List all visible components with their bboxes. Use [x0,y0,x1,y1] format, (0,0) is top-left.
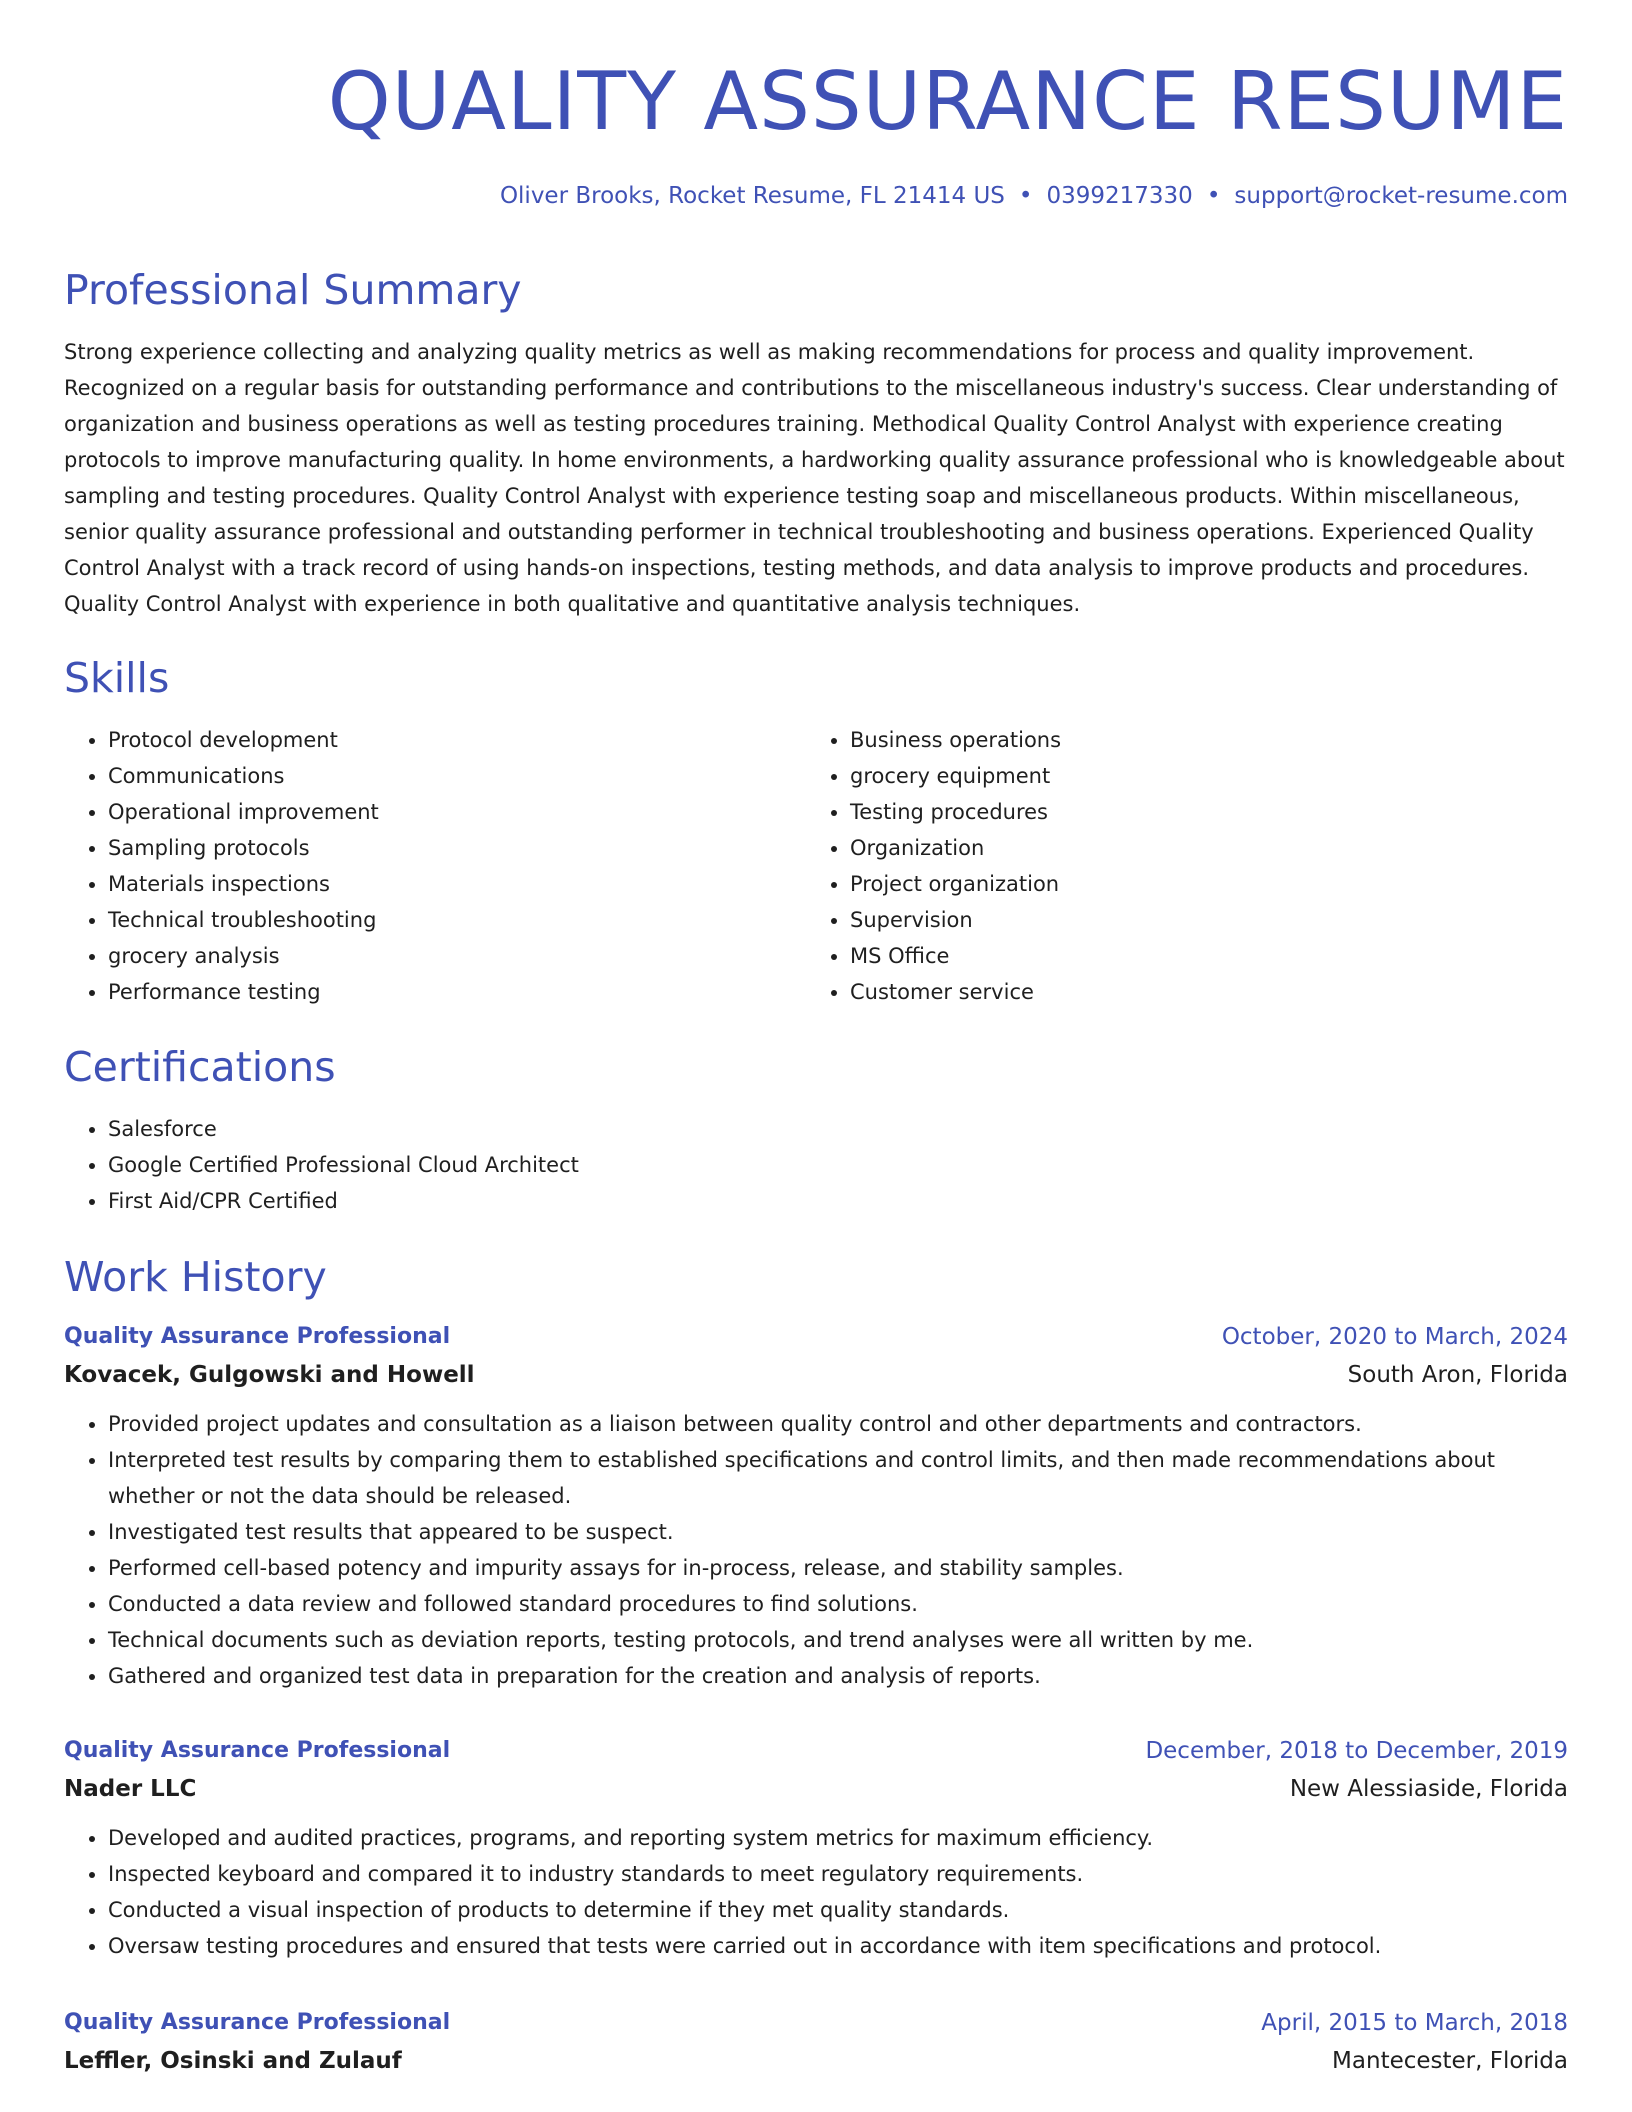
list-item: • Technical documents such as deviation reports, testing protocols, and trend analyses were all written by me. [108,1622,1568,1658]
job-dates: April, 2015 to March, 2018 [1261,2010,1568,2036]
job-company: Kovacek, Gulgowski and Howell [64,1362,475,1388]
list-item: • Project organization [850,866,1506,902]
job-entry [64,1318,1568,1694]
contact-line [500,180,1568,212]
job-location: South Aron, Florida [1347,1362,1568,1388]
list-item: • Interpreted test results by comparing them to established specifications and control limits, and then made recommendations about whether or not the data should be released. [108,1442,1568,1514]
job-title: Quality Assurance Professional [64,1738,451,1763]
list-item: • Inspected keyboard and compared it to industry standards to meet regulatory requirements. [108,1856,1568,1892]
work-history-heading: Work History [64,1253,327,1301]
list-item: • Google Certified Professional Cloud Architect [108,1147,1064,1183]
list-item: • Operational improvement [108,794,764,830]
list-item: • Technical troubleshooting [108,902,764,938]
list-item: • Salesforce [108,1111,1064,1147]
list-item: • Provided project updates and consultation as a liaison between quality control and other departments and contractors. [108,1406,1568,1442]
list-item: • First Aid/CPR Certified [108,1183,1064,1219]
job-company-row [64,1356,1568,1394]
job-title: Quality Assurance Professional [64,2010,451,2035]
job-bullets [64,1406,1568,1694]
contact-email[interactable]: support@rocket-resume.com [1234,183,1568,209]
job-title: Quality Assurance Professional [64,1324,451,1349]
summary-heading: Professional Summary [64,266,522,314]
job-bullets [64,1820,1568,1964]
list-item: • Supervision [850,902,1506,938]
list-item: • Developed and audited practices, programs, and reporting system metrics for maximum efficiency. [108,1820,1568,1856]
job-entry [64,1732,1568,1964]
list-item: • Performed cell-based potency and impurity assays for in-process, release, and stability samples. [108,1550,1568,1586]
list-item: • Sampling protocols [108,830,764,866]
job-company: Leffler, Osinski and Zulauf [64,2048,402,2074]
contact-phone[interactable]: 0399217330 [1046,183,1193,209]
skills-list-left [64,722,764,1010]
job-title-row [64,1732,1568,1770]
job-location: New Alessiaside, Florida [1289,1776,1568,1802]
list-item: • Conducted a data review and followed standard procedures to find solutions. [108,1586,1568,1622]
skills-column-right [806,722,1506,1010]
job-company-row [64,1770,1568,1808]
list-item: • grocery analysis [108,938,764,974]
resume-title: QUALITY ASSURANCE RESUME [327,55,1568,148]
list-item: • Conducted a visual inspection of products to determine if they met quality standards. [108,1892,1568,1928]
skills-column-left [64,722,764,1010]
list-item: • grocery equipment [850,758,1506,794]
summary-text: Strong experience collecting and analyzing quality metrics as well as making recommendations for process and quality improvement. Recognized on a regular basis for outstanding performance and contributions to the miscellaneous industry's success. Clear understanding of organization and business operations as well as testing procedures training. Methodical Quality Control Analyst with experience creating protocols to improve manufacturing quality. In home environments, a hardworking quality assurance professional who is knowledgeable about sampling and testing procedures. Quality Control Analyst with experience testing soap and miscellaneous products. Within miscellaneous, senior quality assurance professional and outstanding performer in technical troubleshooting and business operations. Experienced Quality Control Analyst with a track record of using hands-on inspections, testing methods, and data analysis to improve products and procedures. Quality Control Analyst with experience in both qualitative and quantitative analysis techniques. [64,340,1565,616]
list-item: • Organization [850,830,1506,866]
job-title-row [64,1318,1568,1356]
list-item: • Investigated test results that appeared to be suspect. [108,1514,1568,1550]
list-item: • Materials inspections [108,866,764,902]
job-dates: October, 2020 to March, 2024 [1221,1324,1568,1350]
list-item: • MS Office [850,938,1506,974]
job-dates: December, 2018 to December, 2019 [1145,1738,1568,1764]
list-item: • Communications [108,758,764,794]
certifications-list [64,1111,1064,1219]
contact-separator: • [1018,183,1033,209]
job-title-row [64,2004,1568,2042]
list-item: • Testing procedures [850,794,1506,830]
contact-separator: • [1206,183,1221,209]
job-company: Nader LLC [64,1776,197,1802]
certifications-section [64,1111,1064,1219]
job-entry [64,2004,1568,2080]
job-company-row [64,2042,1568,2080]
contact-address: Oliver Brooks, Rocket Resume, FL 21414 US [499,183,1005,209]
list-item: • Gathered and organized test data in preparation for the creation and analysis of reports. [108,1658,1568,1694]
list-item: • Business operations [850,722,1506,758]
skills-heading: Skills [64,654,170,702]
certifications-heading: Certifications [64,1043,336,1091]
job-location: Mantecester, Florida [1332,2048,1568,2074]
list-item: • Performance testing [108,974,764,1010]
skills-list-right [806,722,1506,1010]
list-item: • Oversaw testing procedures and ensured that tests were carried out in accordance with item specifications and protocol. [108,1928,1568,1964]
list-item: • Protocol development [108,722,764,758]
list-item: • Customer service [850,974,1506,1010]
